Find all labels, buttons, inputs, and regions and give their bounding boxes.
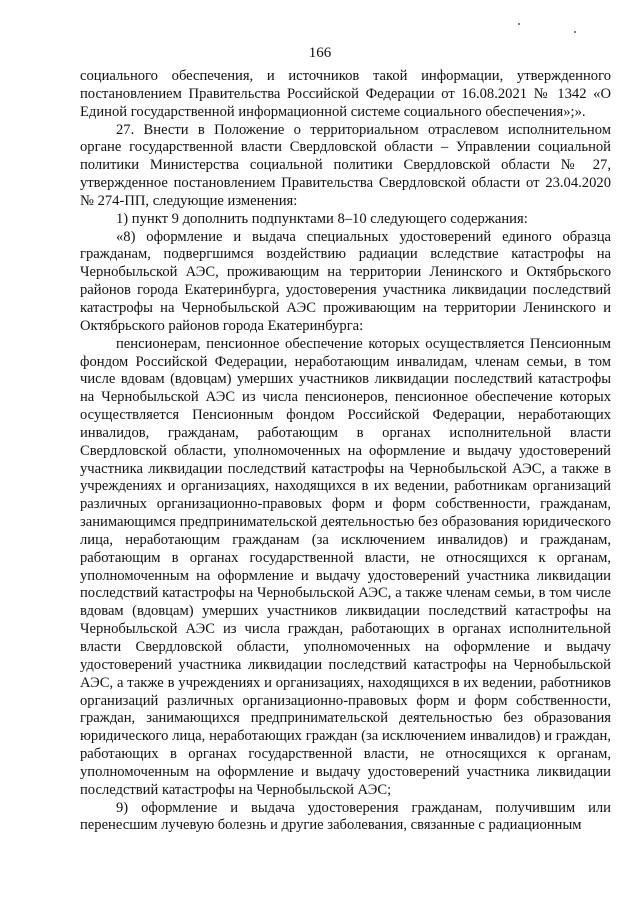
document-body (80, 68, 611, 835)
paragraph-subpoint-8: «8) оформление и выдача специальных удостоверений единого образца гражданам, подвергшимся воздействию радиации вследствие катастрофы на Чернобыльской АЭС, проживающим на территории Ленинского и Октябрьского районов города Екатеринбурга, удостоверения участника ликвидации последствий катастрофы на Чернобыльской АЭС проживающим на территории Ленинского и Октябрьского районов города Екатеринбурга: (80, 228, 611, 334)
paragraph-subpoint-9: 9) оформление и выдача удостоверения гражданам, получившим или перенесшим лучевую болезнь и другие заболевания, связанные с радиационным (80, 799, 611, 834)
paragraph-pensioners: пенсионерам, пенсионное обеспечение которых осуществляется Пенсионным фондом Российской Федерации, неработающим инвалидам, членам семьи, в том числе вдовам (вдовцам) умерших участников ликвидации последствий катастрофы на Чернобыльской АЭС из числа пенсионеров, пенсионное обеспечение которых осуществляется Пенсионным фондом Российской Федерации, неработающих инвалидов, гражданам, работающим в органах исполнительной власти Свердловской области, уполномоченных на оформление и выдачу удостоверений участника ликвидации последствий катастрофы на Чернобыльской АЭС, а также в учреждениях и организациях, находящихся в их ведении, работникам организаций различных организационно-правовых форм и форм собственности, гражданам, занимающимся предпринимательской деятельностью без образования юридического лица, неработающим гражданам (за исключением инвалидов) и гражданам, работающим в органах государственной власти, не относящихся к органам, уполномоченным на оформление и выдачу удостоверений участника ликвидации последствий катастрофы на Чернобыльской АЭС, а также членам семьи, в том числе вдовам (вдовцам) умерших участников ликвидации последствий катастрофы на Чернобыльской АЭС из числа граждан, работающих в органах исполнительной власти Свердловской области, уполномоченных на оформление и выдачу удостоверений участника ликвидации последствий катастрофы на Чернобыльской АЭС, а также в учреждениях и организациях, находящихся в их ведении, работников организаций различных организационно-правовых форм и форм собственности, граждан, занимающихся предпринимательской деятельностью без образования юридического лица, неработающих граждан (за исключением инвалидов) и граждан, работающих в органах государственной власти, не относящихся к органам, уполномоченным на оформление и выдачу удостоверений участника ликвидации последствий катастрофы на Чернобыльской АЭС; (80, 335, 611, 798)
paragraph-item-27: 27. Внести в Положение о территориальном отраслевом исполнительном органе государственной власти Свердловской области – Управлении социальной политики Министерства социальной политики Свердловской области № 27, утвержденное постановлением Правительства Свердловской области от 23.04.2020 № 274-ПП, следующие изменения: (80, 121, 611, 209)
scan-speck (574, 31, 576, 33)
scan-speck (518, 23, 520, 25)
paragraph-subitem-1: 1) пункт 9 дополнить подпунктами 8–10 следующего содержания: (116, 210, 528, 227)
paragraph-continuation: социального обеспечения, и источников такой информации, утвержденного постановлением Правительства Российской Федерации от 16.08.2021 № 1342 «О Единой государственной информационной системе социального обеспечения»;». (80, 68, 611, 120)
page-number: 166 (308, 45, 332, 61)
